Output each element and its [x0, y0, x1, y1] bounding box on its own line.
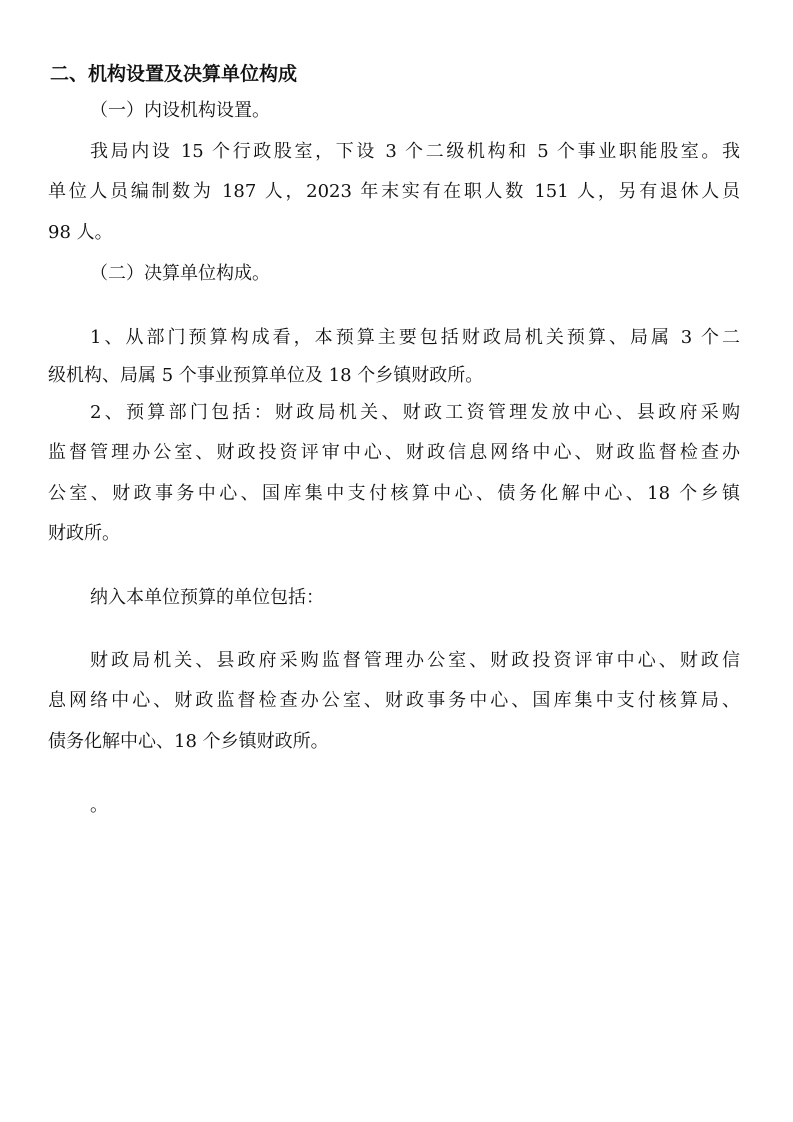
- paragraph-line: 级机构、局属 5 个事业预算单位及 18 个乡镇财政所。: [48, 365, 484, 386]
- trailing-period: 。: [90, 795, 108, 816]
- paragraph-line: 财政所。: [48, 523, 120, 544]
- paragraph-line: 债务化解中心、18 个乡镇财政所。: [48, 731, 329, 752]
- paragraph-line: 息网络中心、财政监督检查办公室、财政事务中心、国库集中支付核算局、: [48, 690, 740, 711]
- paragraph-line: 98 人。: [48, 222, 113, 243]
- paragraph-line: 1、从部门预算构成看，本预算主要包括财政局机关预算、局属 3 个二: [90, 327, 740, 348]
- section-heading: 二、机构设置及决算单位构成: [50, 63, 298, 85]
- subsection-title-1: （一）内设机构设置。: [90, 100, 270, 121]
- paragraph-line: 单位人员编制数为 187 人，2023 年末实有在职人数 151 人，另有退休人员: [48, 181, 740, 202]
- paragraph-line: 我局内设 15 个行政股室，下设 3 个二级机构和 5 个事业职能股室。我: [90, 141, 740, 162]
- subsection-title-2: （二）决算单位构成。: [90, 263, 270, 284]
- paragraph-line: 2、预算部门包括：财政局机关、财政工资管理发放中心、县政府采购: [90, 402, 740, 423]
- included-units-intro: 纳入本单位预算的单位包括：: [90, 587, 324, 608]
- paragraph-line: 公室、财政事务中心、国库集中支付核算中心、债务化解中心、18 个乡镇: [48, 483, 740, 504]
- paragraph-line: 监督管理办公室、财政投资评审中心、财政信息网络中心、财政监督检查办: [48, 442, 740, 463]
- paragraph-line: 财政局机关、县政府采购监督管理办公室、财政投资评审中心、财政信: [90, 650, 740, 671]
